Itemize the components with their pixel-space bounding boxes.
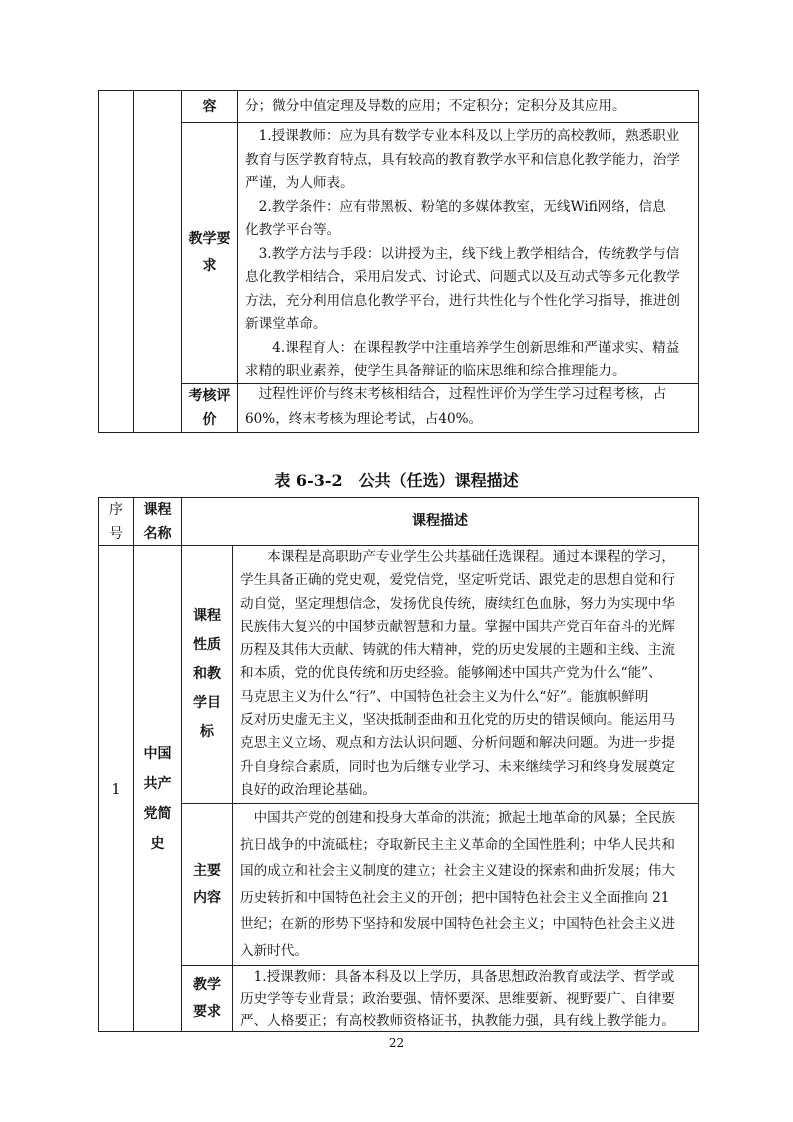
course-no: 1 [111, 779, 121, 798]
row-content [245, 382, 666, 432]
text-line: 反对历史虚无主义，坚决抵制歪曲和丑化党的历史的错误倾向。能运用马 [240, 712, 675, 729]
text-line: 60%，终末考核为理论考试，占40%。 [245, 411, 483, 427]
text-line: 3.教学方法与手段：以讲授为主，线下线上教学相结合，传统教学与信 [245, 245, 680, 262]
course-name [134, 546, 181, 1032]
text-line: 严谨，为人师表。 [245, 175, 354, 191]
row-label: 容 [202, 98, 217, 115]
text-line: 入新时代。 [240, 942, 308, 959]
text-line: 中国共产党的创建和投身大革命的洪流；掀起土地革命的风暴；全民族 [240, 810, 675, 826]
text-line: 历程及其伟大贡献、铸就的伟大精神，党的历史发展的主题和主线、主流 [240, 642, 675, 659]
text-line: 化教学平台等。 [245, 222, 341, 238]
row-label [182, 384, 237, 432]
text-line: 国的成立和社会主义制度的建立；社会主义建设的探索和曲折发展；伟大 [240, 863, 675, 879]
table2-col [232, 545, 233, 1032]
text-line: 学生具备正确的党史观，爱党信党，坚定听党话、跟党走的思想自觉和行 [240, 572, 675, 589]
text-line: 2.教学条件：应有带黑板、粉笔的多媒体教室，无线Wifi网络，信息 [245, 198, 666, 215]
text-line: 历史转折和中国特色社会主义的开创；把中国特色社会主义全面推向 21 [240, 889, 670, 906]
text-line: 克思主义立场、观点和方法认识问题、分析问题和解决问题。为进一步提 [240, 735, 675, 752]
label-line: 考核评价 [188, 388, 231, 428]
label-line: 教学要求 [193, 977, 221, 1020]
text-line: 1.授课教师：应为具有数学专业本科及以上学历的高校教师，熟悉职业 [245, 128, 680, 144]
table2-row-divider [181, 803, 699, 804]
row-content [240, 966, 675, 1032]
row-label [182, 122, 237, 384]
row-label [182, 966, 232, 1032]
text-line: 动自觉，坚定理想信念，发扬优良传统，赓续红色血脉，努力为实现中华 [240, 595, 675, 612]
text-line: 过程性评价与终末考核相结合，过程性评价为学生学习过程考核，占 [245, 386, 667, 402]
row-label [182, 804, 232, 965]
text-line: 世纪；在新的形势下坚持和发展中国特色社会主义；中国特色社会主义进 [240, 916, 675, 932]
course-name-text: 中国共产党简史 [143, 746, 172, 852]
text-line: 和本质，党的优良传统和历史经验。能够阐述中国共产党为什么“能”、 [240, 665, 662, 682]
header-text: 课程名称 [143, 501, 172, 542]
table-caption: 表 6-3-2 公共（任选）课程描述 [274, 471, 519, 490]
text-line: 马克思主义为什么“行”、中国特色社会主义为什么“好”。能旗帜鲜明 [240, 688, 649, 705]
header-no [99, 498, 133, 545]
header-desc: 课程描述 [412, 513, 468, 529]
text-line: 本课程是高职助产专业学生公共基础任选课程。通过本课程的学习， [240, 549, 675, 565]
row-content [245, 123, 680, 382]
text-line: 4.课程育人：在课程教学中注重培养学生创新思维和严谨求实、精益 [245, 339, 680, 356]
row-content [240, 546, 675, 802]
text-line: 方法，充分利用信息化教学平台，进行共性化与个性化学习指导，推进创 [245, 292, 680, 309]
text-line: 息化教学相结合，采用启发式、讨论式、问题式以及互动式等多元化教学 [245, 269, 680, 285]
row-content [240, 805, 675, 964]
label-line: 课程性质和教学目标 [193, 608, 221, 740]
text-line: 升自身综合素质，同时也为后继专业学习、未来继续学习和终身发展奠定 [240, 758, 675, 775]
text-line: 教育与医学教育特点，具有较高的教育教学水平和信息化教学能力，治学 [245, 151, 680, 168]
text-line: 求精的职业素养，使学生具备辩证的临床思维和综合推理能力。 [245, 363, 626, 379]
text-line: 历史学等专业背景；政治要强、情怀要深、思维要新、视野要广、自律要 [240, 991, 675, 1007]
header-text: 序号 [109, 501, 123, 542]
text-line: 严、人格要正；有高校教师资格证书，执教能力强，具有线上教学能力。 [240, 1013, 675, 1029]
text-line: 新课堂革命。 [245, 316, 327, 332]
text-line: 良好的政治理论基础。 [240, 781, 376, 798]
row-label [182, 546, 232, 803]
row-content: 分；微分中值定理及导数的应用；不定积分；定积分及其应用。 [245, 98, 626, 114]
label-line: 主要内容 [193, 862, 221, 906]
label-line: 教学要求 [188, 231, 231, 274]
table1-col [133, 90, 182, 433]
page-number: 22 [388, 1036, 405, 1050]
header-name [134, 498, 181, 545]
text-line: 民族伟大复兴的中国梦贡献智慧和力量。掌握中国共产党百年奋斗的光辉 [240, 618, 675, 635]
text-line: 抗日战争的中流砥柱；夺取新民主主义革命的全国性胜利；中华人民共和 [240, 836, 675, 853]
text-line: 1.授课教师：具备本科及以上学历，具备思想政治教育或法学、哲学或 [240, 969, 675, 985]
